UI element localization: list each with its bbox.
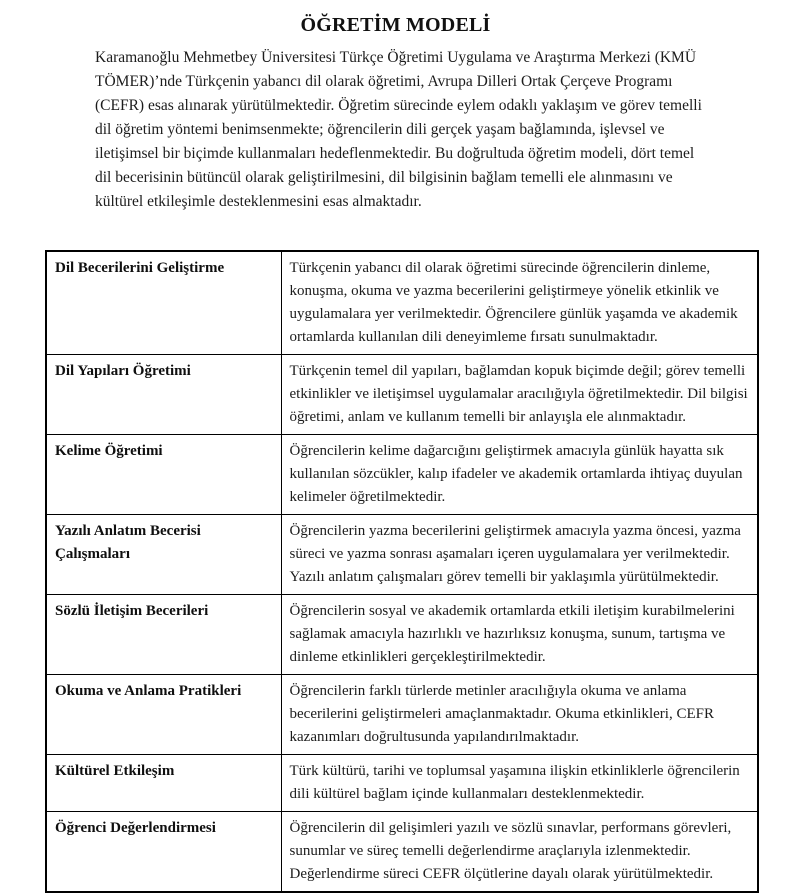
document-page	[0, 14, 791, 882]
table-row	[46, 755, 758, 812]
row-description: Türk kültürü, tarihi ve toplumsal yaşamına ilişkin etkinliklerle öğrencilerin dili kültürel bağlam içinde kullanmaları desteklenmektedir.	[281, 755, 758, 812]
row-label: Kelime Öğretimi	[46, 435, 281, 515]
row-description: Öğrencilerin farklı türlerde metinler aracılığıyla okuma ve anlama becerilerini geliştirmeleri amaçlanmaktadır. Okuma etkinlikleri, CEFR kazanımları doğrultusunda yapılandırılmaktadır.	[281, 675, 758, 755]
table-row	[46, 812, 758, 893]
row-description: Öğrencilerin sosyal ve akademik ortamlarda etkili iletişim kurabilmelerini sağlamak amacıyla hazırlıklı ve hazırlıksız konuşma, sunum, tartışma ve dinleme etkinlikleri gerçekleştirilmektedir.	[281, 595, 758, 675]
intro-paragraph: Karamanoğlu Mehmetbey Üniversitesi Türkçe Öğretimi Uygulama ve Araştırma Merkezi (KMÜ TÖMER)’nde Türkçenin yabancı dil olarak öğretimi, Avrupa Dilleri Ortak Çerçeve Programı (CEFR) esas alınarak yürütülmektedir. Öğretim sürecinde eylem odaklı yaklaşım ve görev temelli dil öğretim yöntemi benimsenmekte; öğrencilerin dili gerçek yaşam bağlamında, işlevsel ve iletişimsel bir biçimde kullanmaları hedeflenmektedir. Bu doğrultuda öğretim modeli, dört temel dil becerisinin bütüncül olarak geliştirilmesini, dil bilgisinin bağlam temelli ele alınmasını ve kültürel etkileşimle desteklenmesini esas almaktadır.	[95, 49, 702, 210]
table-row	[46, 251, 758, 355]
table-row	[46, 675, 758, 755]
table-row	[46, 435, 758, 515]
row-label: Okuma ve Anlama Pratikleri	[46, 675, 281, 755]
row-description: Türkçenin temel dil yapıları, bağlamdan kopuk biçimde değil; görev temelli etkinlikler ve iletişimsel uygulamalar aracılığıyla öğretilmektedir. Dil bilgisi öğretimi, anlam ve kullanım temelli bir anlayışla ele alınmaktadır.	[281, 355, 758, 435]
row-label: Kültürel Etkileşim	[46, 755, 281, 812]
table-row	[46, 595, 758, 675]
table-body	[46, 251, 758, 892]
row-description: Türkçenin yabancı dil olarak öğretimi sürecinde öğrencilerin dinleme, konuşma, okuma ve yazma becerilerini geliştirmeye yönelik etkinlik ve uygulamalara yer verilmektedir. Öğrencilere günlük yaşamda ve akademik ortamlarda kullanılan dili deneyimleme fırsatı sunulmaktadır.	[281, 251, 758, 355]
row-label: Dil Yapıları Öğretimi	[46, 355, 281, 435]
row-description: Öğrencilerin kelime dağarcığını geliştirmek amacıyla günlük hayatta sık kullanılan sözcükler, kalıp ifadeler ve akademik ortamlarda ihtiyaç duyulan kelimeler öğretilmektedir.	[281, 435, 758, 515]
row-label: Öğrenci Değerlendirmesi	[46, 812, 281, 893]
row-label: Yazılı Anlatım Becerisi Çalışmaları	[46, 515, 281, 595]
table-row	[46, 355, 758, 435]
row-description: Öğrencilerin dil gelişimleri yazılı ve sözlü sınavlar, performans görevleri, sunumlar ve süreç temelli değerlendirme araçlarıyla izlenmektedir. Değerlendirme süreci CEFR ölçütlerine dayalı olarak yürütülmektedir.	[281, 812, 758, 893]
row-label: Sözlü İletişim Becerileri	[46, 595, 281, 675]
teaching-model-table	[45, 250, 759, 893]
row-label: Dil Becerilerini Geliştirme	[46, 251, 281, 355]
table-row	[46, 515, 758, 595]
row-description: Öğrencilerin yazma becerilerini geliştirmek amacıyla yazma öncesi, yazma süreci ve yazma sonrası aşamaları içeren uygulamalara yer verilmektedir. Yazılı anlatım çalışmaları görev temelli bir yaklaşımla yürütülmektedir.	[281, 515, 758, 595]
page-title: ÖĞRETİM MODELİ	[300, 14, 491, 36]
